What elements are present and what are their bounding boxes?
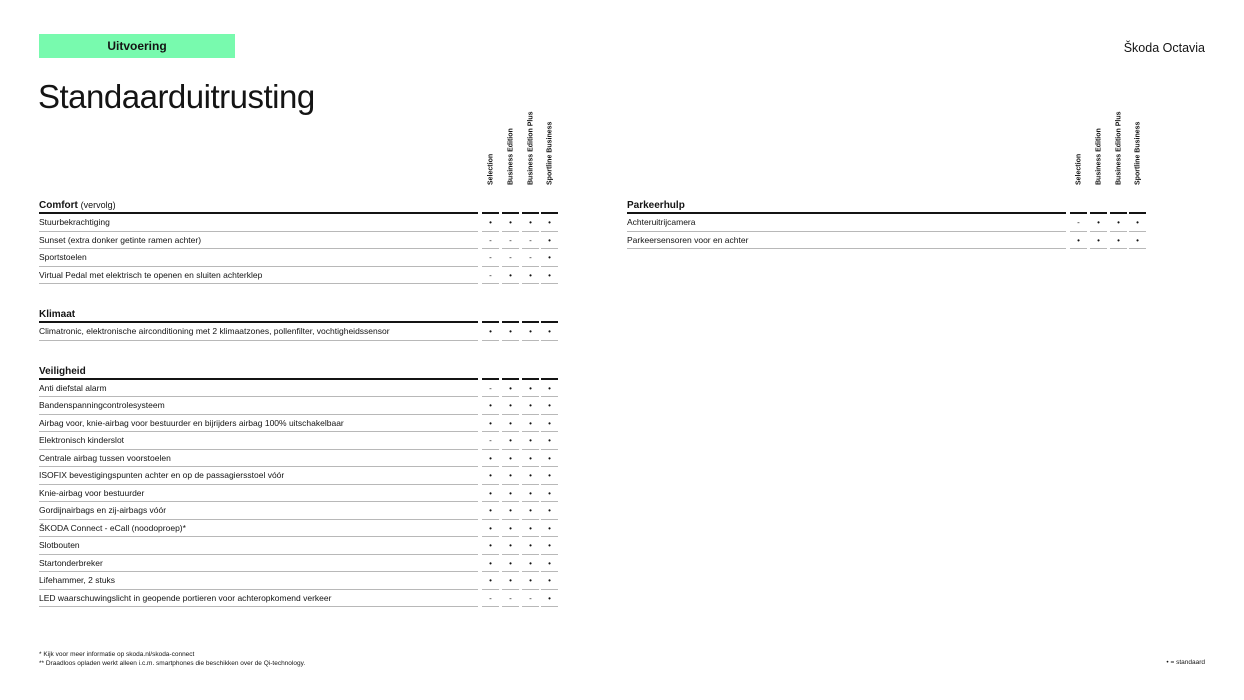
availability-cell: - <box>489 270 492 280</box>
column-header-label: Sportline Business <box>1134 121 1142 185</box>
availability-cell: • <box>548 327 551 336</box>
row-divider <box>1129 248 1146 249</box>
table-row <box>627 214 1147 232</box>
availability-cell: • <box>529 488 532 498</box>
row-label: Knie-airbag voor bestuurder <box>39 487 145 498</box>
availability-cell: • <box>489 523 492 533</box>
table-section <box>39 192 559 284</box>
row-divider <box>482 283 499 284</box>
availability-cell: • <box>489 218 492 227</box>
availability-cell: • <box>548 523 551 533</box>
availability-cell: • <box>509 327 512 336</box>
row-label: Gordijnairbags en zij-airbags vóór <box>39 505 167 515</box>
availability-cell: • <box>548 488 551 498</box>
availability-cell: - <box>489 383 492 393</box>
table-row <box>39 537 559 555</box>
column-headers <box>39 112 559 192</box>
equipment-table-right <box>627 112 1147 249</box>
availability-cell: • <box>489 418 492 428</box>
availability-cell: • <box>548 471 551 480</box>
table-row <box>39 502 559 520</box>
availability-cell: • <box>529 453 532 463</box>
table-row <box>39 485 559 503</box>
availability-cell: • <box>529 401 532 410</box>
availability-cell: • <box>529 506 532 515</box>
row-divider <box>541 606 558 607</box>
row-divider <box>541 340 558 341</box>
row-label: LED waarschuwingslicht in geopende portieren voor achteropkomend verkeer <box>39 592 332 603</box>
availability-cell: • <box>489 327 492 336</box>
column-header <box>521 112 541 192</box>
table-row <box>39 572 559 590</box>
row-label: Stuurbekrachtiging <box>39 217 110 227</box>
availability-cell: • <box>529 270 532 280</box>
row-divider <box>502 283 519 284</box>
row-label: Sunset (extra donker getinte ramen achter) <box>39 234 202 245</box>
availability-cell: - <box>489 593 492 603</box>
section-title-text: Comfort <box>39 200 78 211</box>
table-row <box>39 323 559 341</box>
section-tag <box>39 34 235 58</box>
section-title <box>39 366 86 377</box>
section-header <box>627 192 1147 214</box>
column-header-label: Business Edition Plus <box>527 111 535 185</box>
availability-cell: • <box>529 558 532 568</box>
section-title <box>39 200 116 211</box>
column-header <box>1089 112 1109 192</box>
availability-cell: • <box>1136 218 1139 227</box>
row-divider <box>502 606 519 607</box>
availability-cell: • <box>509 488 512 498</box>
availability-cell: • <box>548 418 551 428</box>
table-section <box>627 192 1147 249</box>
availability-cell: • <box>548 253 551 262</box>
availability-cell: • <box>509 523 512 533</box>
row-label: Virtual Pedal met elektrisch te openen en sluiten achterklep <box>39 269 263 280</box>
availability-cell: • <box>509 401 512 410</box>
availability-cell: • <box>548 401 551 410</box>
column-headers <box>627 112 1147 192</box>
row-divider <box>39 340 478 341</box>
availability-cell: • <box>548 218 551 227</box>
availability-cell: - <box>489 235 492 245</box>
availability-cell: - <box>489 436 492 445</box>
availability-cell: • <box>509 436 512 445</box>
table-row <box>39 415 559 433</box>
column-header <box>1109 112 1129 192</box>
column-header <box>1069 112 1089 192</box>
table-row <box>39 380 559 398</box>
availability-cell: • <box>529 523 532 533</box>
row-divider <box>502 340 519 341</box>
row-divider <box>522 340 539 341</box>
column-header-label: Selection <box>487 153 495 185</box>
section-title-suffix: (vervolg) <box>80 200 116 210</box>
footnotes <box>39 650 305 668</box>
row-divider <box>482 340 499 341</box>
availability-cell: • <box>1117 218 1120 227</box>
column-header-label: Business Edition <box>507 128 515 185</box>
availability-cell: • <box>1077 235 1080 245</box>
row-label: Anti diefstal alarm <box>39 382 107 393</box>
row-divider <box>1090 248 1107 249</box>
section-header <box>39 358 559 380</box>
row-divider <box>39 283 478 284</box>
availability-cell: • <box>509 418 512 428</box>
row-divider <box>627 248 1066 249</box>
row-label: Climatronic, elektronische airconditioning met 2 klimaatzones, pollenfilter, vochtigheidssensor <box>39 326 390 336</box>
availability-cell: • <box>489 541 492 550</box>
availability-cell: • <box>548 541 551 550</box>
availability-cell: - <box>509 593 512 603</box>
availability-cell: • <box>548 235 551 245</box>
row-divider <box>482 606 499 607</box>
availability-cell: • <box>509 453 512 463</box>
table-row <box>39 249 559 267</box>
availability-cell: • <box>548 593 551 603</box>
availability-cell: • <box>529 576 532 585</box>
availability-cell: - <box>529 593 532 603</box>
availability-cell: • <box>1097 218 1100 227</box>
row-label: Lifehammer, 2 stuks <box>39 575 116 585</box>
section-title-text: Klimaat <box>39 309 76 320</box>
column-header <box>481 112 501 192</box>
section-title-text: Veiligheid <box>39 365 86 377</box>
table-section <box>39 358 559 608</box>
page-title: Standaarduitrusting <box>38 78 315 115</box>
legend: • = standaard <box>1166 659 1205 666</box>
availability-cell: • <box>509 383 512 393</box>
availability-cell: - <box>509 253 512 262</box>
table-row <box>39 555 559 573</box>
availability-cell: - <box>1077 218 1080 227</box>
availability-cell: - <box>489 253 492 262</box>
section-title-text: Parkeerhulp <box>627 200 685 211</box>
section-tag-label: Uitvoering <box>107 39 167 53</box>
column-header-label: Sportline Business <box>546 121 554 185</box>
availability-cell: • <box>509 558 512 568</box>
section-header <box>39 192 559 214</box>
availability-cell: • <box>548 270 551 280</box>
availability-cell: • <box>529 218 532 227</box>
row-label: Achteruitrijcamera <box>627 217 696 227</box>
availability-cell: • <box>548 576 551 585</box>
table-row <box>627 232 1147 250</box>
availability-cell: • <box>489 506 492 515</box>
row-divider <box>541 283 558 284</box>
availability-cell: • <box>548 558 551 568</box>
availability-cell: • <box>548 453 551 463</box>
availability-cell: • <box>489 401 492 410</box>
availability-cell: • <box>548 506 551 515</box>
availability-cell: • <box>529 541 532 550</box>
column-header <box>540 112 560 192</box>
availability-cell: • <box>529 471 532 480</box>
availability-cell: • <box>1136 235 1139 245</box>
row-divider <box>522 283 539 284</box>
row-label: Airbag voor, knie-airbag voor bestuurder en bijrijders airbag 100% uitschakelbaar <box>39 417 344 428</box>
availability-cell: • <box>529 327 532 336</box>
availability-cell: • <box>489 558 492 568</box>
row-label: Parkeersensoren voor en achter <box>627 234 749 245</box>
column-header-label: Business Edition Plus <box>1115 111 1123 185</box>
availability-cell: • <box>1117 235 1120 245</box>
footnote: ** Draadloos opladen werkt alleen i.c.m. smartphones die beschikken over de Qi-technology. <box>39 660 306 667</box>
column-header <box>1128 112 1148 192</box>
table-row <box>39 467 559 485</box>
availability-cell: • <box>548 383 551 393</box>
section-header <box>39 301 559 323</box>
row-divider <box>39 606 478 607</box>
row-divider <box>1070 248 1087 249</box>
row-label: Centrale airbag tussen voorstoelen <box>39 452 171 463</box>
column-header <box>501 112 521 192</box>
availability-cell: - <box>529 235 532 245</box>
availability-cell: • <box>509 506 512 515</box>
availability-cell: - <box>509 235 512 245</box>
availability-cell: • <box>529 436 532 445</box>
table-row <box>39 267 559 285</box>
row-label: Sportstoelen <box>39 252 87 262</box>
availability-cell: • <box>509 270 512 280</box>
availability-cell: • <box>1097 235 1100 245</box>
availability-cell: • <box>489 488 492 498</box>
row-divider <box>1110 248 1127 249</box>
row-label: Bandenspanningcontrolesysteem <box>39 400 165 410</box>
availability-cell: • <box>489 453 492 463</box>
availability-cell: • <box>509 541 512 550</box>
availability-cell: • <box>509 576 512 585</box>
equipment-table-left <box>39 112 559 607</box>
table-row <box>39 397 559 415</box>
row-label: ŠKODA Connect - eCall (noodoproep)* <box>39 522 186 533</box>
section-title <box>39 309 75 320</box>
table-row <box>39 232 559 250</box>
footnote: * Kijk voor meer informatie op skoda.nl/skoda-connect <box>39 651 195 658</box>
availability-cell: - <box>529 253 532 262</box>
section-title <box>627 200 685 211</box>
table-row <box>39 520 559 538</box>
availability-cell: • <box>529 383 532 393</box>
table-section <box>39 301 559 341</box>
row-label: Elektronisch kinderslot <box>39 435 125 445</box>
availability-cell: • <box>509 218 512 227</box>
availability-cell: • <box>548 436 551 445</box>
brand-name: Škoda Octavia <box>1123 41 1205 55</box>
column-header-label: Business Edition <box>1095 128 1103 185</box>
table-row <box>39 450 559 468</box>
availability-cell: • <box>509 471 512 480</box>
column-header-label: Selection <box>1075 153 1083 185</box>
row-label: Startonderbreker <box>39 557 103 568</box>
row-label: Slotbouten <box>39 540 80 550</box>
table-row <box>39 590 559 608</box>
availability-cell: • <box>489 471 492 480</box>
row-divider <box>522 606 539 607</box>
availability-cell: • <box>489 576 492 585</box>
availability-cell: • <box>529 418 532 428</box>
table-row <box>39 214 559 232</box>
row-label: ISOFIX bevestigingspunten achter en op de passagiersstoel vóór <box>39 470 285 480</box>
table-row <box>39 432 559 450</box>
